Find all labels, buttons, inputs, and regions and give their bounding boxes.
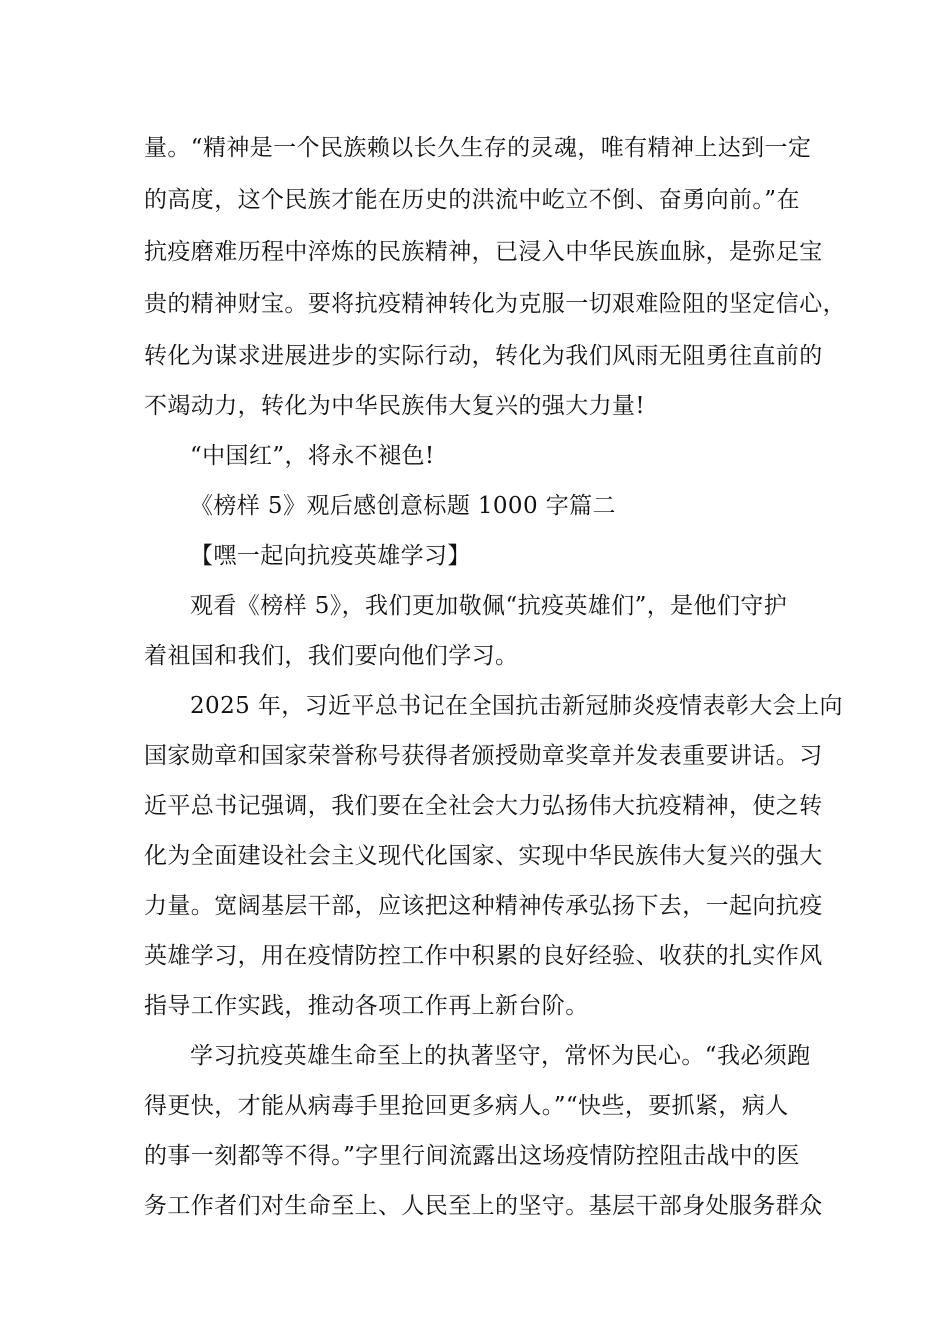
text-line: 近平总书记强调，我们要在全社会大力弘扬伟大抗疫精神，使之转 [144, 793, 823, 819]
text-line: 2025 年，习近平总书记在全国抗击新冠肺炎疫情表彰大会上向 [190, 693, 843, 719]
text-line: 力量。宽阔基层干部，应该把这种精神传承弘扬下去，一起向抗疫 [144, 893, 823, 919]
text-line: 抗疫磨难历程中淬炼的民族精神，已浸入中华民族血脉，是弥足宝 [144, 239, 823, 265]
text-line: 观看《榜样 5》，我们更加敬佩“抗疫英雄们”，是他们守护 [190, 593, 788, 619]
text-line: 贵的精神财宝。要将抗疫精神转化为克服一切艰难险阻的坚定信心， [144, 291, 846, 317]
text-line: 学习抗疫英雄生命至上的执著坚守，常怀为民心。“我必须跑 [190, 1043, 811, 1069]
text-line: 量。“精神是一个民族赖以长久生存的灵魂，唯有精神上达到一定 [144, 135, 812, 161]
subtitle: 【嘿一起向抗疫英雄学习】 [190, 543, 471, 569]
text-line: 不竭动力，转化为中华民族伟大复兴的强大力量! [144, 393, 646, 419]
section-heading: 《榜样 5》观后感创意标题 1000 字篇二 [190, 493, 616, 519]
text-line: 英雄学习，用在疫情防控工作中积累的良好经验、收获的扎实作风 [144, 943, 823, 969]
text-line: 着祖国和我们，我们要向他们学习。 [144, 643, 519, 669]
text-line: 国家勋章和国家荣誉称号获得者颁授勋章奖章并发表重要讲话。习 [144, 743, 823, 769]
text-line: 的高度，这个民族才能在历史的洪流中屹立不倒、奋勇向前。”在 [144, 187, 800, 213]
text-line: 的事一刻都等不得。”字里行间流露出这场疫情防控阻击战中的医 [144, 1143, 800, 1169]
text-line: 务工作者们对生命至上、人民至上的坚守。基层干部身处服务群众 [144, 1193, 823, 1219]
text-line: 指导工作实践，推动各项工作再上新台阶。 [144, 993, 589, 1019]
text-line: “中国红”，将永不褪色! [190, 443, 435, 469]
text-line: 转化为谋求进展进步的实际行动，转化为我们风雨无阻勇往直前的 [144, 343, 823, 369]
text-line: 化为全面建设社会主义现代化国家、实现中华民族伟大复兴的强大 [144, 843, 823, 869]
text-line: 得更快，才能从病毒手里抢回更多病人。”“快些，要抓紧，病人 [144, 1093, 789, 1119]
